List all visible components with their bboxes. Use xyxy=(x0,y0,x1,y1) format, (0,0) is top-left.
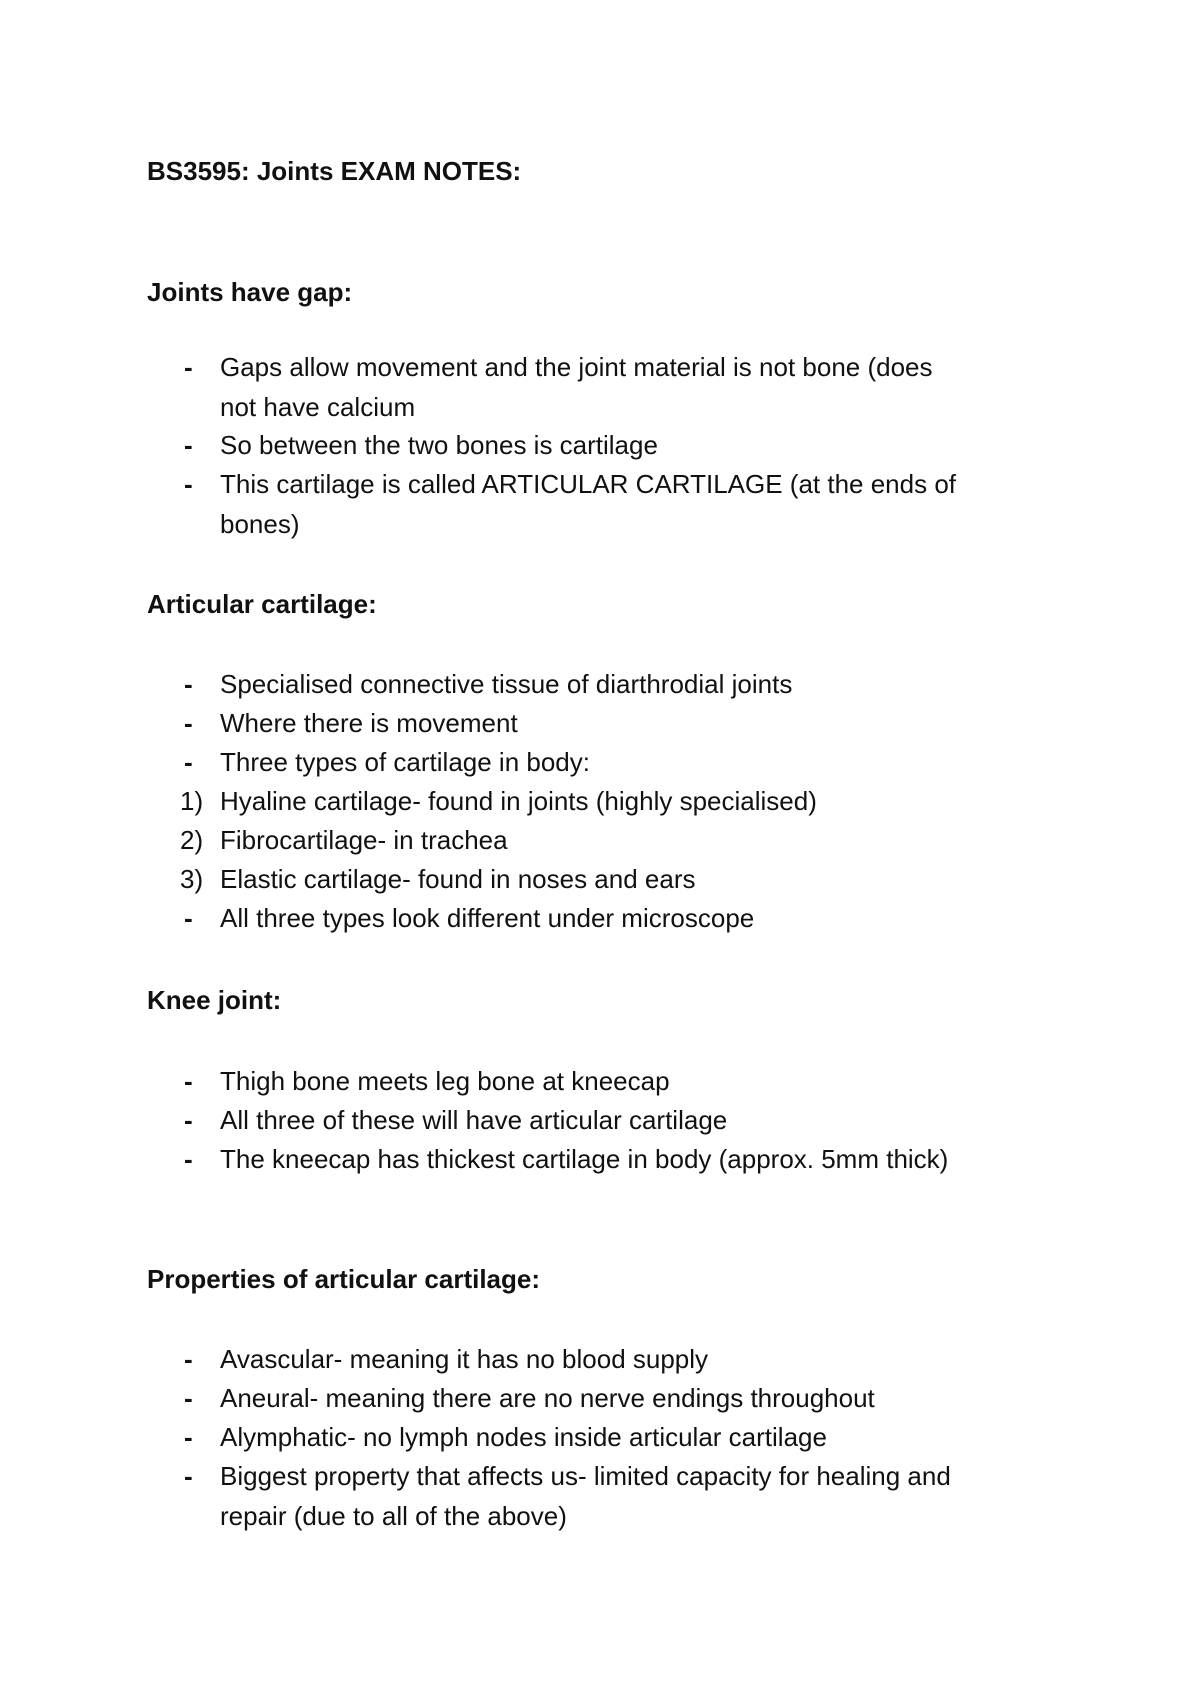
list-item xyxy=(180,1378,1080,1418)
list-item-text: Thigh bone meets leg bone at kneecap xyxy=(220,1066,670,1096)
section-heading-properties: Properties of articular cartilage: xyxy=(147,1264,541,1294)
list-number: 2) xyxy=(180,825,204,855)
document-title: BS3595: Joints EXAM NOTES: xyxy=(147,156,522,186)
list-item xyxy=(180,1339,1080,1379)
text-line: Gaps allow movement and the joint material is not bone (does xyxy=(220,352,933,382)
section-heading-knee-joint: Knee joint: xyxy=(147,985,282,1015)
bullet-marker: - xyxy=(184,1344,193,1374)
list-item-text: Alymphatic- no lymph nodes inside articular cartilage xyxy=(220,1422,827,1452)
bullet-marker: - xyxy=(184,1383,193,1413)
list-item-text: Hyaline cartilage- found in joints (highly specialised) xyxy=(220,786,817,816)
text-line: not have calcium xyxy=(220,392,416,422)
list-item-text xyxy=(220,347,1080,427)
list-item-text: All three of these will have articular cartilage xyxy=(220,1105,728,1135)
list-item-text xyxy=(220,425,1080,465)
text-line: This cartilage is called ARTICULAR CARTILAGE (at the ends of xyxy=(220,469,957,499)
list-item-text: Where there is movement xyxy=(220,708,518,738)
list-item xyxy=(180,1417,1080,1457)
bullet-marker: - xyxy=(184,430,193,460)
bullet-marker: - xyxy=(184,352,193,382)
list-item xyxy=(180,347,1080,427)
bullet-marker: - xyxy=(184,1422,193,1452)
bullet-marker: - xyxy=(184,1105,193,1135)
list-item-text: Specialised connective tissue of diarthrodial joints xyxy=(220,669,793,699)
list-item-text xyxy=(220,1456,1080,1536)
list-item xyxy=(180,820,1080,860)
bullet-marker: - xyxy=(184,1144,193,1174)
list-item xyxy=(180,742,1080,782)
list-item xyxy=(180,781,1080,821)
section-heading-joints-have-gap: Joints have gap: xyxy=(147,277,353,307)
list-item xyxy=(180,898,1080,938)
list-item xyxy=(180,425,1080,465)
list-item xyxy=(180,664,1080,704)
text-line: bones) xyxy=(220,509,300,539)
list-item xyxy=(180,464,1080,544)
list-number: 3) xyxy=(180,864,204,894)
bullet-marker: - xyxy=(184,1461,193,1491)
list-number: 1) xyxy=(180,786,204,816)
list-item-text: Fibrocartilage- in trachea xyxy=(220,825,508,855)
list-item xyxy=(180,859,1080,899)
bullet-marker: - xyxy=(184,903,193,933)
bullet-marker: - xyxy=(184,669,193,699)
list-item-text: Three types of cartilage in body: xyxy=(220,747,590,777)
list-item xyxy=(180,1100,1080,1140)
bullet-marker: - xyxy=(184,747,193,777)
list-item-text: Aneural- meaning there are no nerve endings throughout xyxy=(220,1383,875,1413)
list-item xyxy=(180,1139,1080,1179)
bullet-marker: - xyxy=(184,1066,193,1096)
list-item xyxy=(180,1061,1080,1101)
list-item xyxy=(180,1456,1080,1536)
list-item-text: Avascular- meaning it has no blood supply xyxy=(220,1344,709,1374)
list-item xyxy=(180,703,1080,743)
bullet-marker: - xyxy=(184,469,193,499)
text-line: So between the two bones is cartilage xyxy=(220,430,658,460)
text-line: Biggest property that affects us- limited capacity for healing and xyxy=(220,1461,951,1491)
section-heading-articular-cartilage: Articular cartilage: xyxy=(147,589,377,619)
list-item-text: Elastic cartilage- found in noses and ears xyxy=(220,864,696,894)
list-item-text: All three types look different under microscope xyxy=(220,903,755,933)
text-line: repair (due to all of the above) xyxy=(220,1501,567,1531)
list-item-text xyxy=(220,464,1080,544)
list-item-text: The kneecap has thickest cartilage in body (approx. 5mm thick) xyxy=(220,1144,949,1174)
bullet-marker: - xyxy=(184,708,193,738)
